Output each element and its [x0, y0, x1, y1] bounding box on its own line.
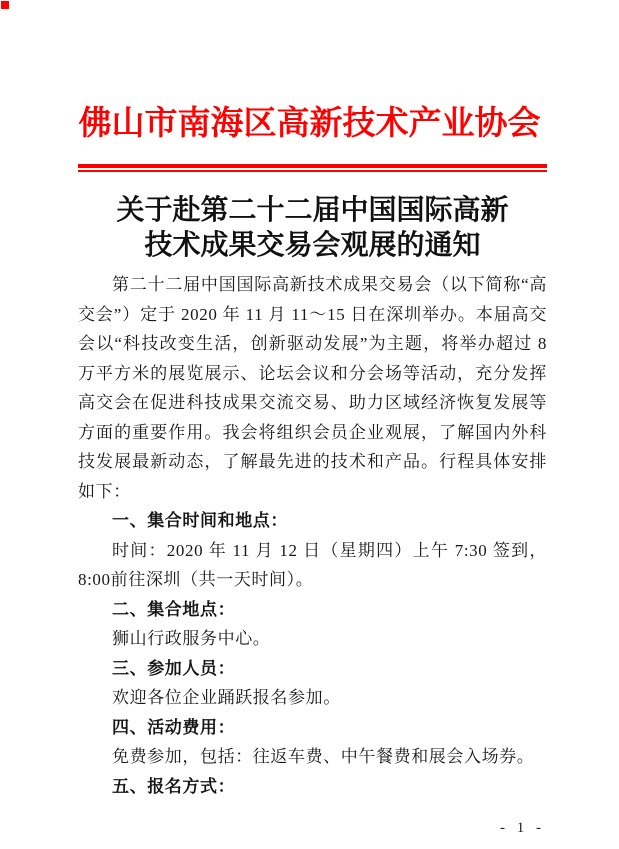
body-paragraph: 第二十二届中国国际高新技术成果交易会（以下简称“高交会”）定于 2020 年 11 月 11～15 日在深圳举办。本届高交会以“科技改变生活，创新驱动发展”为主题，将举办超过 8 万平方米的展览展示、论坛会议和分会场等活动，充分发挥高交会在促进科技成果交流交易、助力区域经济恢复发展等方面的重要作用。我会将组织会员企业观展，了解国内外科技发展最新动态，了解最先进的技术和产品。行程具体安排如下： — [78, 275, 547, 501]
red-corner-mark — [1, 1, 9, 9]
body-paragraph: 免费参加，包括：往返车费、中午餐费和展会入场券。 — [112, 747, 535, 766]
section-heading: 二、集合地点： — [112, 599, 236, 619]
section-heading: 一、集合时间和地点： — [112, 511, 288, 530]
section-heading: 三、参加人员： — [112, 658, 236, 678]
page-number: - 1 - — [500, 820, 545, 836]
body-paragraph: 狮山行政服务中心。 — [112, 629, 271, 648]
organization-title: 佛山市南海区高新技术产业协会 — [78, 106, 541, 142]
document-title-line2: 技术成果交易会观展的通知 — [144, 230, 481, 261]
body-paragraph: 欢迎各位企业踊跃报名参加。 — [112, 688, 341, 707]
document-body — [78, 270, 547, 801]
body-paragraph: 时间：2020 年 11 月 12 日（星期四）上午 7:30 签到，8:00前往深圳（共一天时间）。 — [78, 540, 547, 589]
section-heading: 五、报名方式： — [112, 776, 236, 796]
header-divider-rule — [78, 164, 547, 172]
document-title — [78, 193, 547, 263]
document-title-line1: 关于赴第二十二届中国国际高新 — [116, 195, 509, 226]
page-content — [78, 164, 547, 801]
section-heading: 四、活动费用： — [112, 717, 236, 737]
